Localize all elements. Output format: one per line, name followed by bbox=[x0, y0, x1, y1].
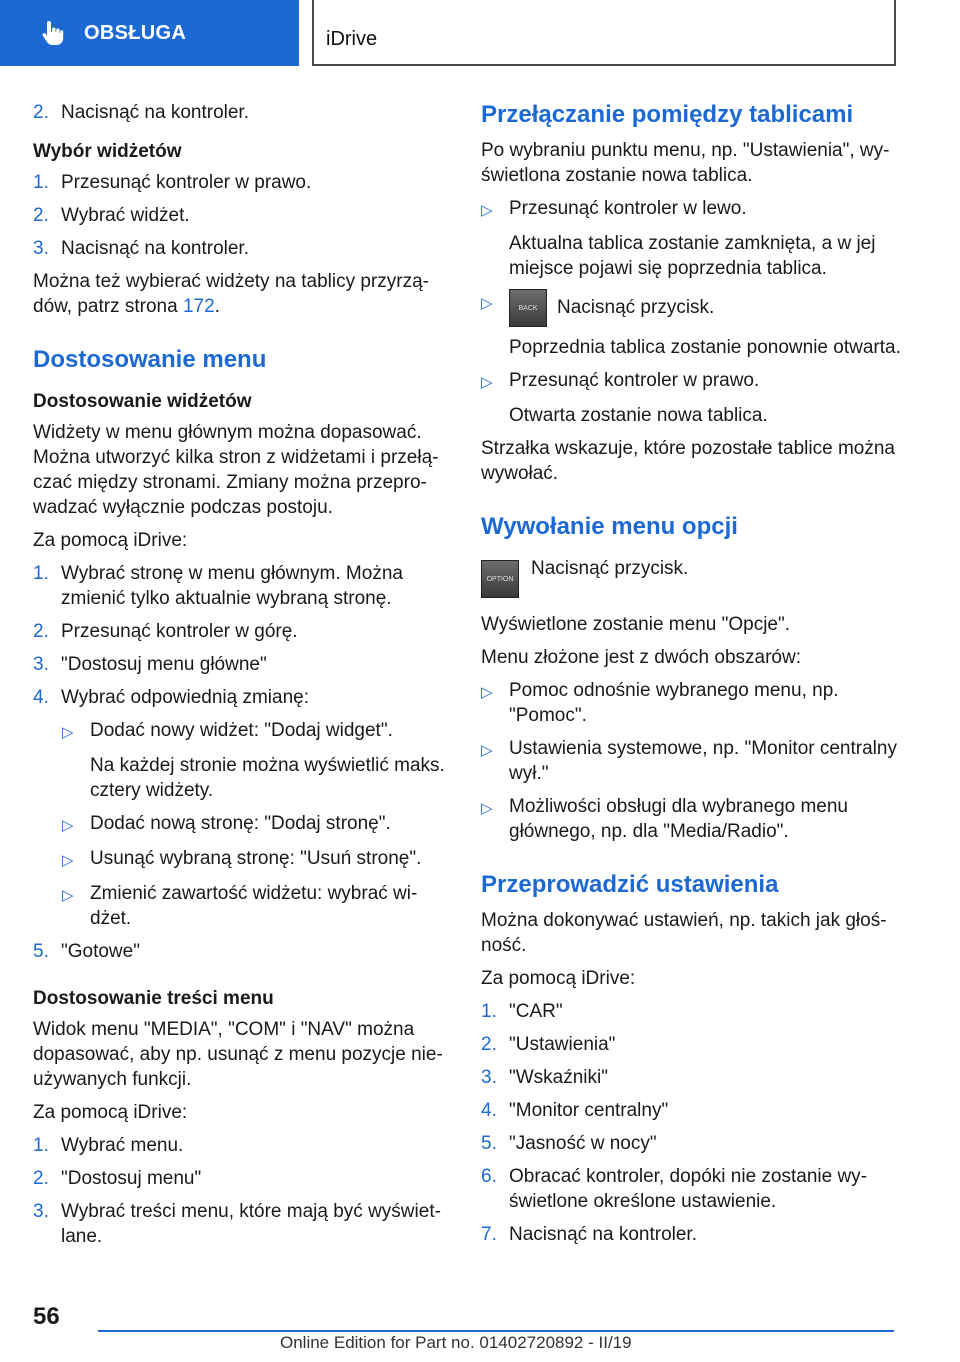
heading-widget-select: Wybór widżetów bbox=[33, 141, 182, 162]
heading-adjust-widgets: Dostosowanie widżetów bbox=[33, 391, 252, 412]
right-column bbox=[481, 100, 901, 1255]
list-item: 2. Nacisnąć na kontroler. bbox=[33, 102, 249, 123]
list-item: 2. "Dostosuj menu" bbox=[33, 1168, 202, 1189]
bullet-item: ▷ Dodać nową stronę: "Dodaj stronę". bbox=[62, 811, 449, 838]
heading-settings: Przeprowadzić ustawienia bbox=[481, 871, 779, 898]
list-item: 1. Przesunąć kontroler w prawo. bbox=[33, 172, 312, 193]
triangle-bullet-icon: ▷ bbox=[62, 817, 74, 834]
triangle-bullet-icon: ▷ bbox=[62, 852, 74, 869]
bullet-item: ▷ Przesunąć kontroler w lewo. bbox=[481, 196, 901, 223]
bullet-item: ▷ Zmienić zawartość widżetu: wybrać widżet. bbox=[62, 883, 418, 929]
list-item: 3. "Dostosuj menu główne" bbox=[33, 654, 267, 675]
heading-adjust-menu: Dostosowanie menu bbox=[33, 346, 267, 373]
bullet-note: Aktualna tablica zostanie zamknięta, a w jej miejsce pojawi się poprzednia tablica. bbox=[509, 233, 876, 279]
list-item: 2. "Ustawienia" bbox=[481, 1034, 616, 1055]
footer-divider bbox=[98, 1330, 894, 1332]
list-item: 1. Wybrać menu. bbox=[33, 1135, 184, 1156]
bullet-item: ▷ Możliwości obsługi dla wybranego menu głównego, np. dla "Media/Radio". bbox=[481, 796, 849, 842]
page-number: 56 bbox=[33, 1303, 60, 1330]
list-item: 3. Wybrać treści menu, które mają być wyświetlane. bbox=[33, 1201, 441, 1247]
list-item: 2. Przesunąć kontroler w górę. bbox=[33, 621, 298, 642]
triangle-bullet-icon: ▷ bbox=[481, 684, 493, 701]
paragraph: Można też wybierać widżety na tablicy przyrządów, patrz strona 172. bbox=[33, 271, 429, 317]
option-row: OPTION Nacisnąć przycisk. bbox=[481, 556, 901, 598]
list-item: 1. Wybrać stronę w menu głównym. Można zmienić tylko aktualnie wybraną stronę. bbox=[33, 563, 403, 609]
bullet-item: ▷ Przesunąć kontroler w prawo. bbox=[481, 368, 901, 395]
triangle-bullet-icon: ▷ bbox=[481, 202, 493, 219]
heading-switch-boards: Przełączanie pomiędzy tablicami bbox=[481, 101, 854, 128]
list-item: 3. "Wskaźniki" bbox=[481, 1067, 608, 1088]
hand-pointer-icon bbox=[40, 19, 66, 47]
bullet-item: ▷ Pomoc odnośnie wybranego menu, np. "Pomoc". bbox=[481, 680, 839, 726]
list-item: 2. Wybrać widżet. bbox=[33, 205, 190, 226]
paragraph: Za pomocą iDrive: bbox=[33, 1102, 188, 1123]
list-item: 6. Obracać kontroler, dopóki nie zostanie wyświetlone określone ustawienie. bbox=[481, 1166, 868, 1212]
heading-options-menu: Wywołanie menu opcji bbox=[481, 513, 738, 540]
paragraph: Za pomocą iDrive: bbox=[33, 530, 188, 551]
page-link[interactable]: 172 bbox=[182, 296, 215, 317]
bullet-item: ▷ Ustawienia systemowe, np. "Monitor centralny wył." bbox=[481, 738, 897, 784]
section-label: OBSŁUGA bbox=[84, 21, 187, 44]
triangle-bullet-icon: ▷ bbox=[481, 374, 493, 391]
triangle-bullet-icon: ▷ bbox=[62, 887, 74, 904]
back-button-image: BACK bbox=[509, 289, 547, 327]
bullet-note: Na każdej stronie można wyświetlić maks. cztery widżety. bbox=[90, 755, 445, 801]
list-item: 4. "Monitor centralny" bbox=[481, 1100, 669, 1121]
chapter-box bbox=[312, 0, 896, 66]
paragraph: Widżety w menu głównym można dopasować. Można utworzyć kilka stron z widżetami i przełączać między stronami. Zmiany można przeprowadzać wyłącznie podczas postoju. bbox=[33, 422, 439, 518]
triangle-bullet-icon: ▷ bbox=[481, 742, 493, 759]
list-item: 7. Nacisnąć na kontroler. bbox=[481, 1224, 697, 1245]
paragraph: Strzałka wskazuje, które pozostałe tablice można wywołać. bbox=[481, 438, 895, 484]
section-tab bbox=[0, 0, 299, 66]
bullet-item: ▷ Dodać nowy widżet: "Dodaj widget". bbox=[62, 718, 449, 745]
list-item: 1. "CAR" bbox=[481, 1001, 563, 1022]
paragraph: Po wybraniu punktu menu, np. "Ustawienia", wyświetlona zostanie nowa tablica. bbox=[481, 140, 890, 186]
triangle-bullet-icon: ▷ bbox=[481, 800, 493, 817]
list-item: 4. Wybrać odpowiednią zmianę: bbox=[33, 687, 310, 708]
bullet-item: ▷ BACK Nacisnąć przycisk. bbox=[481, 289, 901, 327]
triangle-bullet-icon: ▷ bbox=[481, 295, 493, 312]
option-button-image: OPTION bbox=[481, 560, 519, 598]
paragraph: Wyświetlone zostanie menu "Opcje". bbox=[481, 614, 791, 635]
left-column bbox=[33, 100, 449, 1257]
list-item: 5. "Gotowe" bbox=[33, 941, 140, 962]
heading-adjust-content: Dostosowanie treści menu bbox=[33, 988, 274, 1009]
paragraph: Widok menu "MEDIA", "COM" i "NAV" można dopasować, aby np. usunąć z menu pozycje nieużywanych funkcji. bbox=[33, 1019, 443, 1090]
bullet-note: Otwarta zostanie nowa tablica. bbox=[509, 405, 768, 426]
paragraph: Menu złożone jest z dwóch obszarów: bbox=[481, 647, 801, 668]
paragraph: Można dokonywać ustawień, np. takich jak głośność. bbox=[481, 910, 887, 956]
bullet-item: ▷ Usunąć wybraną stronę: "Usuń stronę". bbox=[62, 846, 449, 873]
list-item: 3. Nacisnąć na kontroler. bbox=[33, 238, 249, 259]
chapter-title: iDrive bbox=[326, 28, 378, 50]
edition-note: Online Edition for Part no. 01402720892 - II/19 bbox=[280, 1333, 632, 1352]
sub-list bbox=[62, 718, 449, 931]
page-header bbox=[0, 0, 960, 66]
list-item: 5. "Jasność w nocy" bbox=[481, 1133, 657, 1154]
paragraph: Za pomocą iDrive: bbox=[481, 968, 636, 989]
triangle-bullet-icon: ▷ bbox=[62, 724, 74, 741]
bullet-note: Poprzednia tablica zostanie ponownie otwarta. bbox=[509, 337, 901, 358]
